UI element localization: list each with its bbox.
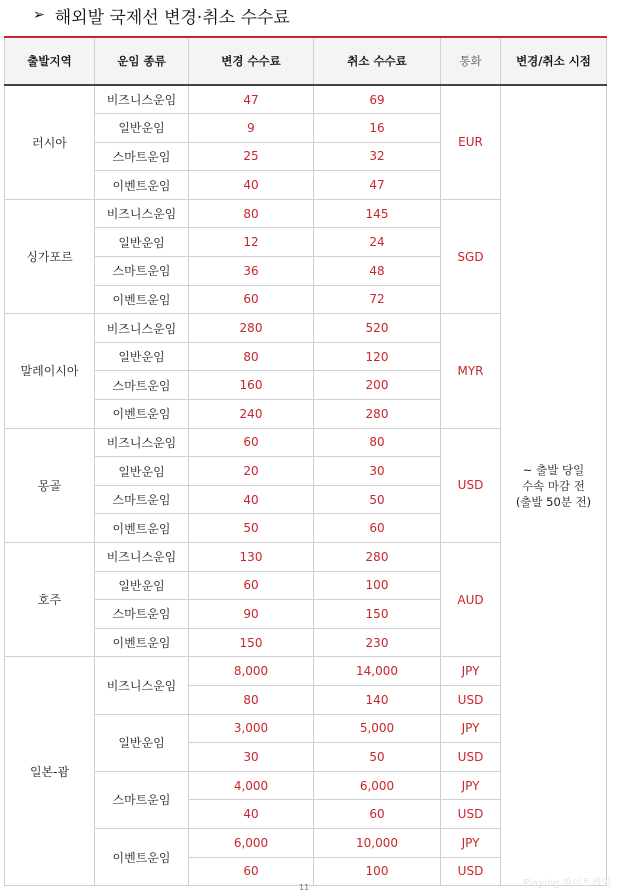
change-fee-cell: 40 xyxy=(189,800,314,829)
change-fee-cell: 80 xyxy=(189,199,314,228)
page-number: 11 xyxy=(299,883,310,892)
header-cancel-fee: 취소 수수료 xyxy=(314,37,441,85)
cancel-fee-cell: 140 xyxy=(314,685,441,714)
change-fee-cell: 12 xyxy=(189,228,314,257)
fare-type-cell: 이벤트운임 xyxy=(95,828,189,885)
currency-cell: JPY xyxy=(441,657,501,686)
deadline-note-line: ~ 출발 당일 xyxy=(522,462,585,477)
header-deadline: 변경/취소 시점 xyxy=(501,37,607,85)
deadline-note-line: 수속 마감 전 xyxy=(522,478,585,493)
cancel-fee-cell: 60 xyxy=(314,800,441,829)
currency-cell: JPY xyxy=(441,828,501,857)
change-fee-cell: 25 xyxy=(189,142,314,171)
change-fee-cell: 60 xyxy=(189,428,314,457)
currency-cell: USD xyxy=(441,857,501,886)
currency-cell: USD xyxy=(441,428,501,542)
change-fee-cell: 80 xyxy=(189,685,314,714)
change-fee-cell: 9 xyxy=(189,114,314,143)
currency-cell: MYR xyxy=(441,314,501,428)
cancel-fee-cell: 72 xyxy=(314,285,441,314)
change-fee-cell: 30 xyxy=(189,743,314,772)
change-fee-cell: 60 xyxy=(189,857,314,886)
cancel-fee-cell: 50 xyxy=(314,743,441,772)
change-fee-cell: 130 xyxy=(189,543,314,572)
cancel-fee-cell: 6,000 xyxy=(314,771,441,800)
change-fee-cell: 3,000 xyxy=(189,714,314,743)
currency-cell: USD xyxy=(441,800,501,829)
change-fee-cell: 20 xyxy=(189,457,314,486)
cancel-fee-cell: 520 xyxy=(314,314,441,343)
header-change-fee: 변경 수수료 xyxy=(189,37,314,85)
change-fee-cell: 50 xyxy=(189,514,314,543)
cancel-fee-cell: 48 xyxy=(314,257,441,286)
change-fee-cell: 60 xyxy=(189,285,314,314)
region-cell: 호주 xyxy=(5,543,95,657)
fare-type-cell: 일반운임 xyxy=(95,457,189,486)
change-fee-cell: 150 xyxy=(189,628,314,657)
change-fee-cell: 40 xyxy=(189,171,314,200)
region-cell: 러시아 xyxy=(5,85,95,199)
deadline-note-line: (출발 50분 전) xyxy=(515,494,592,509)
fare-type-cell: 이벤트운임 xyxy=(95,628,189,657)
watermark: Playing 파이트케이 xyxy=(523,878,611,889)
change-fee-cell: 80 xyxy=(189,342,314,371)
fare-type-cell: 스마트운임 xyxy=(95,600,189,629)
table-header-row xyxy=(5,37,607,85)
region-cell: 일본-괌 xyxy=(5,657,95,886)
cancel-fee-cell: 100 xyxy=(314,571,441,600)
cancel-fee-cell: 32 xyxy=(314,142,441,171)
cancel-fee-cell: 100 xyxy=(314,857,441,886)
fare-type-cell: 비즈니스운임 xyxy=(95,657,189,714)
fare-type-cell: 비즈니스운임 xyxy=(95,314,189,343)
currency-cell: USD xyxy=(441,743,501,772)
fare-type-cell: 일반운임 xyxy=(95,228,189,257)
cancel-fee-cell: 150 xyxy=(314,600,441,629)
fare-type-cell: 스마트운임 xyxy=(95,771,189,828)
cancel-fee-cell: 280 xyxy=(314,400,441,429)
fare-type-cell: 일반운임 xyxy=(95,342,189,371)
arrow-bullet-icon: ➢ xyxy=(33,7,45,23)
fare-type-cell: 비즈니스운임 xyxy=(95,85,189,114)
change-fee-cell: 6,000 xyxy=(189,828,314,857)
section-heading xyxy=(33,2,290,28)
currency-cell: JPY xyxy=(441,771,501,800)
cancel-fee-cell: 16 xyxy=(314,114,441,143)
cancel-fee-cell: 230 xyxy=(314,628,441,657)
fare-type-cell: 스마트운임 xyxy=(95,371,189,400)
currency-cell: AUD xyxy=(441,543,501,657)
cancel-fee-cell: 120 xyxy=(314,342,441,371)
region-cell: 몽골 xyxy=(5,428,95,542)
deadline-note-cell xyxy=(501,85,607,886)
change-fee-cell: 60 xyxy=(189,571,314,600)
change-fee-cell: 240 xyxy=(189,400,314,429)
change-fee-cell: 40 xyxy=(189,485,314,514)
region-cell: 말레이시아 xyxy=(5,314,95,428)
fare-type-cell: 이벤트운임 xyxy=(95,285,189,314)
cancel-fee-cell: 50 xyxy=(314,485,441,514)
cancel-fee-cell: 14,000 xyxy=(314,657,441,686)
fee-table xyxy=(4,36,607,886)
fare-type-cell: 일반운임 xyxy=(95,714,189,771)
cancel-fee-cell: 200 xyxy=(314,371,441,400)
cancel-fee-cell: 5,000 xyxy=(314,714,441,743)
fare-type-cell: 이벤트운임 xyxy=(95,171,189,200)
header-fare-type: 운임 종류 xyxy=(95,37,189,85)
cancel-fee-cell: 80 xyxy=(314,428,441,457)
fare-type-cell: 비즈니스운임 xyxy=(95,199,189,228)
fare-type-cell: 스마트운임 xyxy=(95,485,189,514)
currency-cell: SGD xyxy=(441,199,501,313)
change-fee-cell: 90 xyxy=(189,600,314,629)
table-body xyxy=(5,85,607,886)
cancel-fee-cell: 145 xyxy=(314,199,441,228)
currency-cell: JPY xyxy=(441,714,501,743)
currency-cell: EUR xyxy=(441,85,501,199)
fare-type-cell: 일반운임 xyxy=(95,114,189,143)
change-fee-cell: 160 xyxy=(189,371,314,400)
change-fee-cell: 280 xyxy=(189,314,314,343)
cancel-fee-cell: 60 xyxy=(314,514,441,543)
cancel-fee-cell: 30 xyxy=(314,457,441,486)
cancel-fee-cell: 24 xyxy=(314,228,441,257)
fare-type-cell: 스마트운임 xyxy=(95,257,189,286)
header-region: 출발지역 xyxy=(5,37,95,85)
cancel-fee-cell: 47 xyxy=(314,171,441,200)
table-row xyxy=(5,85,607,114)
cancel-fee-cell: 10,000 xyxy=(314,828,441,857)
fare-type-cell: 비즈니스운임 xyxy=(95,428,189,457)
fare-type-cell: 이벤트운임 xyxy=(95,400,189,429)
change-fee-cell: 36 xyxy=(189,257,314,286)
header-currency: 통화 xyxy=(441,37,501,85)
currency-cell: USD xyxy=(441,685,501,714)
fare-type-cell: 일반운임 xyxy=(95,571,189,600)
fare-type-cell: 이벤트운임 xyxy=(95,514,189,543)
change-fee-cell: 47 xyxy=(189,85,314,114)
change-fee-cell: 8,000 xyxy=(189,657,314,686)
region-cell: 싱가포르 xyxy=(5,199,95,313)
fare-type-cell: 비즈니스운임 xyxy=(95,543,189,572)
cancel-fee-cell: 280 xyxy=(314,543,441,572)
section-title: 해외발 국제선 변경·취소 수수료 xyxy=(54,7,290,28)
cancel-fee-cell: 69 xyxy=(314,85,441,114)
change-fee-cell: 4,000 xyxy=(189,771,314,800)
fare-type-cell: 스마트운임 xyxy=(95,142,189,171)
